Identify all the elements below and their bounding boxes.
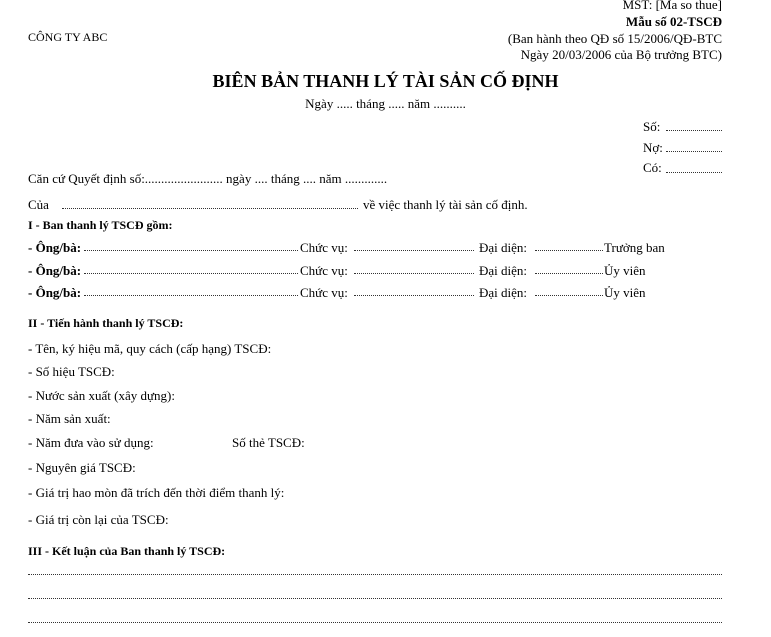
so-label: Số:	[643, 119, 661, 134]
section-3-heading: III - Kết luận của Ban thanh lý TSCĐ:	[28, 544, 226, 558]
member-role: Ủy viên	[604, 263, 646, 278]
member-position-field[interactable]	[354, 250, 474, 251]
conclusion-line[interactable]	[28, 598, 722, 599]
tax-code: MST: [Ma so thue]	[622, 0, 722, 12]
section-1-heading: I - Ban thanh lý TSCĐ gồm:	[28, 218, 173, 232]
residual-value-label: - Giá trị còn lại của TSCĐ:	[28, 512, 169, 527]
so-field[interactable]	[666, 130, 722, 131]
member-position-field[interactable]	[354, 295, 474, 296]
member-rep-label: Đại diện:	[479, 285, 528, 300]
depreciation-label: - Giá trị hao mòn đã trích đến thời điểm thanh lý:	[28, 485, 285, 500]
usage-year-label: - Năm đưa vào sử dụng:	[28, 435, 154, 450]
member-rep-field[interactable]	[535, 273, 603, 274]
page-title: BIÊN BẢN THANH LÝ TÀI SẢN CỐ ĐỊNH	[212, 71, 559, 91]
member-name-field[interactable]	[84, 250, 298, 251]
card-number-label: Số thẻ TSCĐ:	[232, 435, 305, 450]
conclusion-line[interactable]	[28, 622, 722, 623]
issued-decision: (Ban hành theo QĐ số 15/2006/QĐ-BTC	[507, 31, 722, 46]
decision-basis: Căn cứ Quyết định số:........................ ngày .... tháng .... năm .............	[28, 171, 388, 186]
member-position-label: Chức vụ:	[300, 285, 348, 300]
member-role: Ủy viên	[604, 285, 646, 300]
member-name-label: - Ông/bà:	[28, 263, 82, 278]
no-label: Nợ:	[643, 140, 663, 155]
asset-number-label: - Số hiệu TSCĐ:	[28, 364, 115, 379]
member-name-field[interactable]	[84, 273, 298, 274]
date-line: Ngày ..... tháng ..... năm ..........	[305, 96, 466, 111]
issued-date: Ngày 20/03/2006 của Bộ trưởng BTC)	[520, 47, 722, 62]
country-label: - Nước sản xuất (xây dựng):	[28, 388, 175, 403]
member-name-label: - Ông/bà:	[28, 285, 82, 300]
conclusion-line[interactable]	[28, 574, 722, 575]
original-cost-label: - Nguyên giá TSCĐ:	[28, 460, 136, 475]
co-field[interactable]	[666, 172, 722, 173]
form-code: Mẫu số 02-TSCĐ	[625, 14, 722, 29]
section-2-heading: II - Tiến hành thanh lý TSCĐ:	[28, 316, 184, 330]
cua-label: Của	[28, 197, 49, 212]
member-role: Trưởng ban	[604, 240, 665, 255]
production-year-label: - Năm sản xuất:	[28, 411, 111, 426]
asset-name-label: - Tên, ký hiệu mã, quy cách (cấp hạng) TSCĐ:	[28, 341, 272, 356]
basis-purpose: về việc thanh lý tài sản cố định.	[363, 197, 528, 212]
member-name-label: - Ông/bà:	[28, 240, 82, 255]
company-name: CÔNG TY ABC	[28, 30, 108, 44]
member-name-field[interactable]	[84, 295, 298, 296]
no-field[interactable]	[666, 151, 722, 152]
member-position-label: Chức vụ:	[300, 263, 348, 278]
member-position-field[interactable]	[354, 273, 474, 274]
member-rep-field[interactable]	[535, 295, 603, 296]
co-label: Có:	[643, 160, 662, 175]
member-rep-label: Đại diện:	[479, 240, 528, 255]
member-rep-label: Đại diện:	[479, 263, 528, 278]
member-rep-field[interactable]	[535, 250, 603, 251]
cua-field[interactable]	[62, 208, 358, 209]
member-position-label: Chức vụ:	[300, 240, 348, 255]
